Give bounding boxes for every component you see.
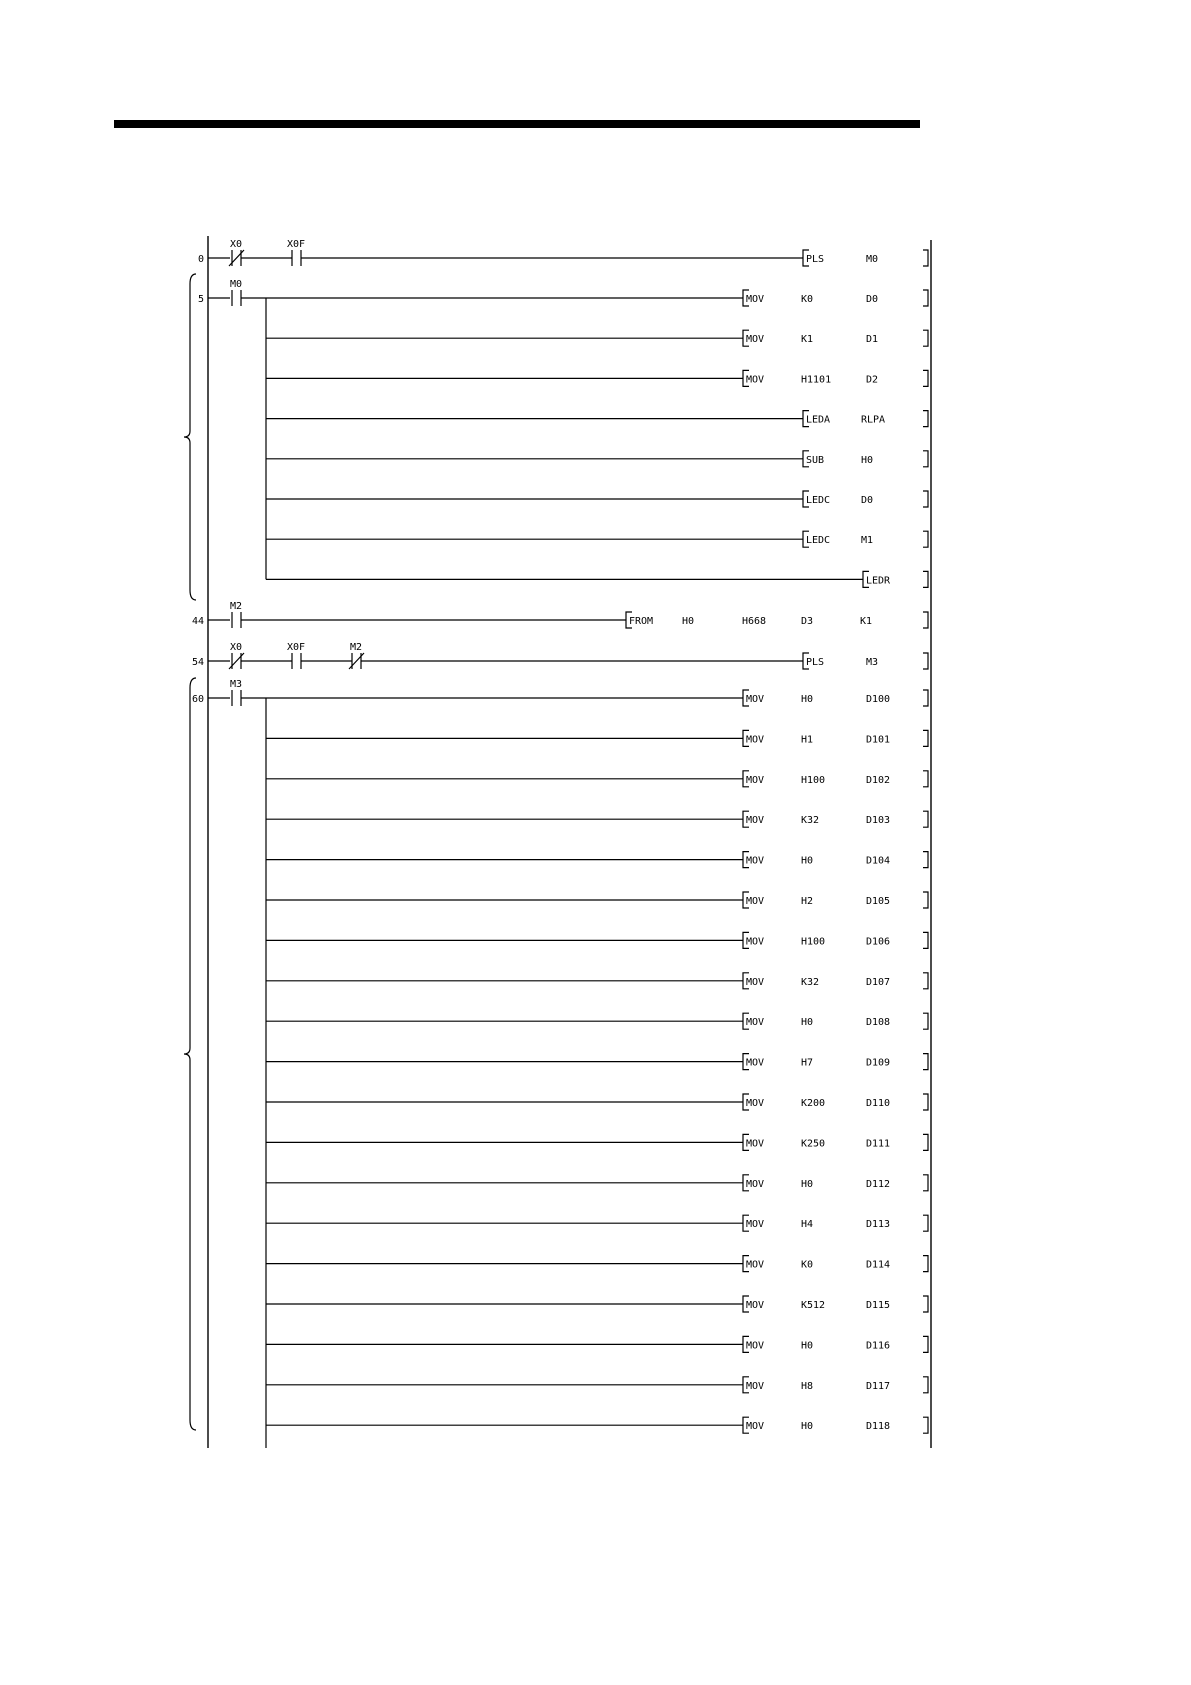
instruction-op: PLS: [806, 254, 825, 265]
branch-mov: [266, 1215, 928, 1231]
branch-mov: [266, 1336, 928, 1352]
ladder-program: [184, 236, 931, 1448]
instruction-close-bracket: [923, 1175, 928, 1191]
instruction-operand: K32: [801, 976, 820, 988]
instruction-operand: D3: [801, 616, 814, 627]
branch-mov: [266, 811, 928, 827]
branch-mov: [266, 1175, 928, 1191]
instruction-op: SUB: [806, 454, 825, 466]
instruction-op: MOV: [746, 334, 765, 346]
instruction-op: MOV: [746, 294, 765, 305]
branch-mov: [266, 1296, 928, 1312]
instruction-close-bracket: [923, 1377, 928, 1393]
header-bar: [114, 120, 920, 128]
step-number: 60: [191, 694, 204, 705]
instruction-operand: D101: [866, 734, 891, 746]
instruction-op: MOV: [746, 1340, 765, 1352]
instruction-operand: D102: [866, 774, 891, 786]
instruction-operand: H100: [801, 774, 826, 786]
branch-mov: [266, 730, 928, 746]
instruction-operand: D106: [866, 936, 891, 948]
instruction-operand: H2: [801, 896, 814, 907]
instruction-op: PLS: [806, 657, 825, 668]
instruction-operand: K32: [801, 815, 820, 827]
instruction-close-bracket: [923, 1336, 928, 1352]
step-number: 54: [191, 657, 204, 668]
instruction-operand: H0: [801, 1017, 814, 1029]
instruction-operand: D2: [866, 374, 879, 386]
instruction-operand: K1: [801, 334, 814, 346]
branch-mov: [266, 1013, 928, 1029]
instruction-close-bracket: [923, 892, 928, 908]
instruction-op: LEDC: [806, 495, 831, 506]
contact-label: M2: [349, 642, 363, 653]
contact-label: X0: [229, 642, 243, 653]
instruction-operand: K512: [801, 1300, 826, 1311]
instruction-close-bracket: [923, 973, 928, 989]
branch-mov: [266, 892, 928, 908]
branch-mov: [266, 370, 928, 386]
instruction-operand: D111: [866, 1138, 891, 1150]
branch-mov: [266, 290, 928, 306]
branch-mov: [266, 852, 928, 868]
instruction-op: MOV: [746, 774, 765, 786]
rung: [198, 279, 928, 587]
instruction-op: MOV: [746, 815, 765, 827]
contact-label: X0: [229, 239, 243, 250]
instruction-close-bracket: [923, 250, 928, 266]
instruction-operand: D104: [866, 855, 891, 867]
instruction-operand: M1: [861, 535, 874, 547]
instruction-op: LEDA: [806, 414, 831, 426]
instruction-operand: RLPA: [861, 414, 886, 426]
instruction-operand: K1: [860, 616, 873, 627]
instruction-operand: H0: [801, 1178, 814, 1190]
instruction-operand: K0: [801, 1259, 814, 1271]
instruction-operand: D105: [866, 896, 891, 907]
instruction-operand: H1: [801, 734, 814, 746]
branch-leda: [266, 411, 928, 427]
instruction-close-bracket: [923, 1215, 928, 1231]
instruction-op: MOV: [746, 936, 765, 948]
instruction-operand: K0: [801, 294, 814, 305]
instruction-operand: D0: [861, 495, 874, 506]
instruction-op: MOV: [746, 1138, 765, 1150]
branch-mov: [266, 973, 928, 989]
branch-mov: [266, 1377, 928, 1393]
instruction-close-bracket: [923, 1054, 928, 1070]
instruction-operand: H100: [801, 936, 826, 948]
instruction-operand: H7: [801, 1057, 814, 1069]
instruction-close-bracket: [923, 932, 928, 948]
instruction-operand: D0: [866, 294, 879, 305]
instruction-op: MOV: [746, 896, 765, 907]
instruction-op: MOV: [746, 374, 765, 386]
instruction-operand: H0: [861, 454, 874, 466]
instruction-close-bracket: [923, 771, 928, 787]
instruction-op: MOV: [746, 1380, 765, 1392]
instruction-close-bracket: [923, 531, 928, 547]
instruction-close-bracket: [923, 811, 928, 827]
instruction-op: MOV: [746, 694, 765, 705]
branch-mov: [266, 690, 928, 706]
branch-sub: [266, 451, 928, 467]
contact-label: M2: [229, 601, 243, 612]
rung: [198, 239, 928, 266]
branch-mov: [266, 330, 928, 346]
instruction-operand: H0: [801, 1421, 814, 1433]
instruction-operand: D109: [866, 1057, 891, 1069]
instruction-close-bracket: [923, 852, 928, 868]
instruction-op: MOV: [746, 1219, 765, 1231]
branch-mov: [266, 1256, 928, 1272]
instruction-close-bracket: [923, 1256, 928, 1272]
instruction-operand: D100: [866, 694, 891, 705]
branch-mov: [266, 771, 928, 787]
contact-label: X0F: [286, 642, 306, 653]
instruction-operand: D103: [866, 815, 891, 827]
instruction-close-bracket: [923, 451, 928, 467]
instruction-operand: D113: [866, 1219, 891, 1231]
instruction-operand: H4: [801, 1219, 814, 1231]
branch-mov: [266, 1054, 928, 1070]
instruction-close-bracket: [923, 330, 928, 346]
contact-label: X0F: [286, 239, 306, 250]
instruction-operand: H0: [801, 855, 814, 867]
instruction-close-bracket: [923, 1134, 928, 1150]
instruction-close-bracket: [923, 370, 928, 386]
branch-mov: [266, 1417, 928, 1433]
instruction-close-bracket: [923, 612, 928, 628]
instruction-operand: D114: [866, 1259, 891, 1271]
instruction-op: MOV: [746, 1300, 765, 1311]
instruction-operand: H0: [801, 694, 814, 705]
contact-label: M0: [229, 279, 243, 290]
instruction-operand: D112: [866, 1178, 891, 1190]
instruction-op: MOV: [746, 1178, 765, 1190]
branch-ledr: [266, 571, 928, 587]
instruction-op: MOV: [746, 855, 765, 867]
instruction-close-bracket: [923, 571, 928, 587]
instruction-op: FROM: [629, 616, 654, 627]
step-number: 44: [191, 616, 204, 627]
instruction-operand: D115: [866, 1300, 891, 1311]
instruction-op: LEDR: [866, 575, 891, 587]
step-number: 0: [197, 254, 204, 265]
instruction-operand: D108: [866, 1017, 891, 1029]
instruction-operand: D110: [866, 1098, 891, 1109]
instruction-close-bracket: [923, 411, 928, 427]
instruction-close-bracket: [923, 690, 928, 706]
instruction-operand: K250: [801, 1138, 826, 1150]
instruction-operand: H668: [742, 616, 767, 627]
instruction-operand: D107: [866, 976, 891, 988]
instruction-operand: H1101: [801, 374, 832, 386]
instruction-operand: K200: [801, 1098, 826, 1109]
branch-mov: [266, 1134, 928, 1150]
block-brace: [184, 678, 196, 1430]
instruction-operand: D117: [866, 1380, 891, 1392]
instruction-op: MOV: [746, 1421, 765, 1433]
instruction-op: MOV: [746, 734, 765, 746]
instruction-operand: H8: [801, 1380, 814, 1392]
instruction-operand: D116: [866, 1340, 891, 1352]
instruction-close-bracket: [923, 1417, 928, 1433]
instruction-op: LEDC: [806, 535, 831, 547]
instruction-operand: D1: [866, 334, 879, 346]
instruction-operand: M3: [866, 657, 879, 668]
instruction-close-bracket: [923, 1094, 928, 1110]
branch-mov: [266, 1094, 928, 1110]
rung: [192, 601, 928, 628]
instruction-close-bracket: [923, 290, 928, 306]
instruction-close-bracket: [923, 730, 928, 746]
instruction-close-bracket: [923, 1013, 928, 1029]
instruction-operand: H0: [682, 616, 695, 627]
instruction-op: MOV: [746, 976, 765, 988]
step-number: 5: [197, 294, 204, 305]
instruction-close-bracket: [923, 491, 928, 507]
instruction-operand: H0: [801, 1340, 814, 1352]
rung: [192, 642, 928, 669]
instruction-op: MOV: [746, 1259, 765, 1271]
instruction-close-bracket: [923, 1296, 928, 1312]
branch-ledc: [266, 531, 928, 547]
branch-ledc: [266, 491, 928, 507]
block-brace: [184, 274, 196, 600]
instruction-op: MOV: [746, 1098, 765, 1109]
contact-label: M3: [229, 679, 243, 690]
instruction-operand: M0: [866, 254, 879, 265]
branch-mov: [266, 932, 928, 948]
instruction-operand: D118: [866, 1421, 891, 1433]
instruction-op: MOV: [746, 1017, 765, 1029]
instruction-op: MOV: [746, 1057, 765, 1069]
rung: [192, 679, 928, 1448]
instruction-close-bracket: [923, 653, 928, 669]
